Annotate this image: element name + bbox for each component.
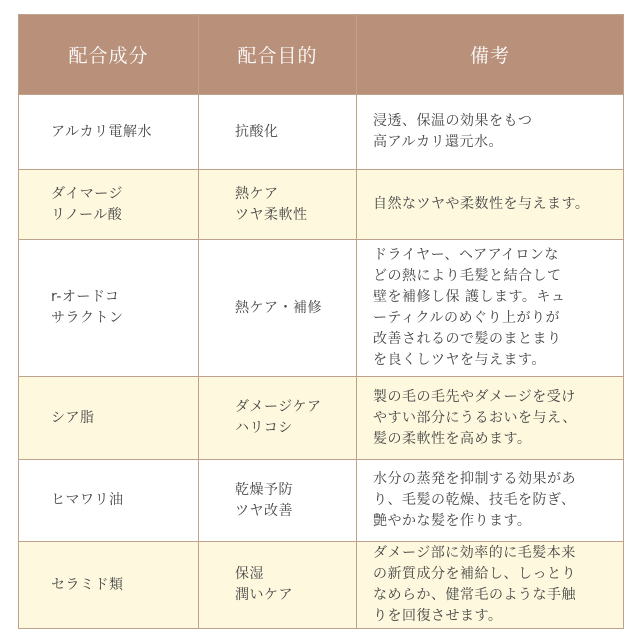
table-row [19,95,624,170]
note-text: どの熱により毛髪と結合して [373,268,562,284]
note-text: 浸透、保温の効果をもつ [373,113,533,129]
purpose-cell [199,542,357,629]
note-text: 製の毛の毛先やダメージを受け [373,388,576,405]
ingredient-cell [19,377,199,460]
note-text: 自然なツヤや柔数性を与えます。 [373,196,590,212]
ingredient-text: r-オードコ [51,289,120,305]
note-text: やすい部分にうるおいを与え、 [373,409,577,426]
purpose-cell [199,460,357,542]
note-text: 髪の柔軟性を高めます。 [373,430,532,447]
ingredient-text: ダイマージ [51,185,123,202]
purpose-text: ツヤ改善 [235,502,293,519]
note-text: の新質成分を補給し、しっとり [373,566,576,582]
note-text: ダメージ部に効率的に毛髪本来 [373,545,576,561]
purpose-text: ハリコシ [235,420,293,436]
note-text: ーティクルのめぐり上がりが [373,310,560,326]
purpose-text: 抗酸化 [235,123,279,140]
note-text: 高アルカリ還元水。 [373,134,503,150]
ingredient-text: リノール酸 [51,206,123,223]
header-note: 備考 [357,15,624,95]
ingredient-text: シア脂 [51,409,95,426]
table-row [19,240,624,377]
note-cell [357,95,624,170]
note-cell [357,377,624,460]
table-row [19,377,624,460]
note-text: を良くしツヤを与えます。 [373,352,546,368]
header-purpose: 配合目的 [199,15,357,95]
note-text: ドライヤー、ヘアアイロンな [373,247,559,263]
note-text: 艶やかな髪を作ります。 [373,513,532,529]
purpose-text: 熱ケア・補修 [235,299,322,316]
ingredient-text: アルカリ電解水 [51,123,152,140]
note-text: 改善されるので髪のまとまり [373,331,562,347]
table-row [19,460,624,542]
ingredient-cell [19,170,199,240]
purpose-text: 乾燥予防 [235,481,293,498]
table-row [19,170,624,240]
purpose-cell [199,240,357,377]
ingredient-text: サラクトン [51,310,124,326]
note-cell [357,240,624,377]
ingredient-cell [19,95,199,170]
purpose-text: 熱ケア [235,185,279,202]
purpose-cell [199,95,357,170]
note-cell [357,460,624,542]
ingredient-cell [19,542,199,629]
ingredient-text: ヒマワリ油 [51,492,124,508]
table-row [19,542,624,629]
ingredient-cell [19,240,199,377]
purpose-text: 潤いケア [235,587,293,603]
purpose-text: ダメージケア [235,399,322,415]
note-cell [357,542,624,629]
note-text: なめらか、健常毛のような手触 [373,587,576,603]
ingredient-cell [19,460,199,542]
purpose-cell [199,377,357,460]
header-row [19,15,624,95]
note-text: り、毛髪の乾燥、技毛を防ぎ、 [373,492,576,508]
ingredient-text: セラミド類 [51,576,124,593]
note-text: りを回復させます。 [373,608,503,624]
note-text: 壁を補修し保 護します。キュ [373,289,566,305]
purpose-text: 保湿 [235,566,264,582]
purpose-text: ツヤ柔軟性 [235,206,308,223]
purpose-cell [199,170,357,240]
note-text: 水分の蒸発を抑制する効果があ [373,471,576,487]
header-ingredient: 配合成分 [19,15,199,95]
note-cell [357,170,624,240]
ingredient-table [18,14,624,629]
